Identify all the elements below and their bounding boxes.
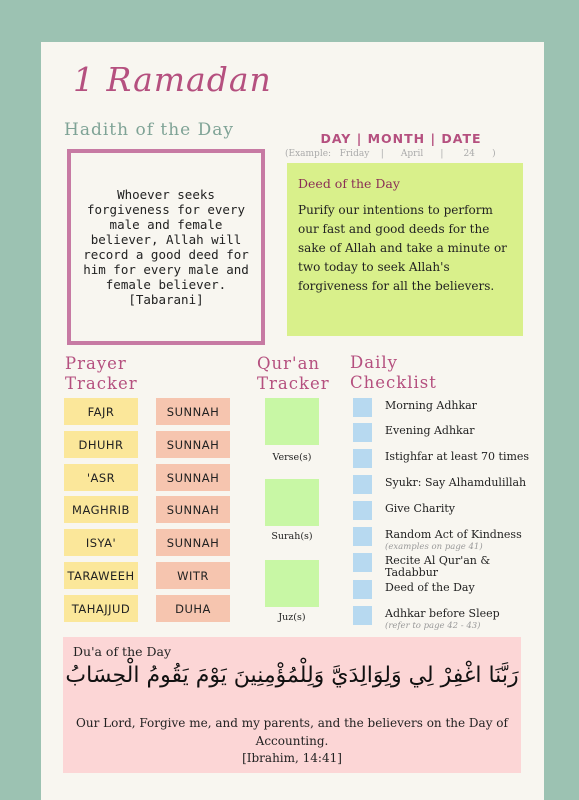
checklist-item-label: Istighfar at least 70 times [385, 450, 530, 463]
checklist-item-label: Adhkar before Sleep [385, 607, 500, 620]
prayer-maghrib-box[interactable]: MAGHRIB [64, 496, 138, 523]
quran-heading-line1: Qur'an [257, 354, 321, 373]
extra-prayer-sunnah-box[interactable]: SUNNAH [156, 464, 230, 491]
deed-box [287, 163, 523, 336]
checklist-checkbox[interactable] [353, 580, 372, 599]
quran-heading-line2: Tracker [257, 374, 330, 393]
hadith-text: Whoever seeks forgiveness for every male and female believer, Allah will record a good deed for him for every male and female believer. [Tabarani] [83, 187, 249, 307]
dua-reference: [Ibrahim, 14:41] [242, 751, 342, 765]
dua-title: Du'a of the Day [73, 644, 172, 659]
prayer-isya-box[interactable]: ISYA' [64, 529, 138, 556]
checklist-checkbox[interactable] [353, 475, 372, 494]
page-title: 1 Ramadan [73, 60, 272, 99]
deed-title: Deed of the Day [298, 176, 400, 191]
surah-label: Surah(s) [271, 531, 313, 542]
prayer-tahajjud-box[interactable]: TAHAJJUD [64, 595, 138, 622]
checklist-item-label: Deed of the Day [385, 581, 475, 594]
planner-page [41, 42, 544, 800]
checklist-heading [350, 353, 437, 393]
checklist-checkbox[interactable] [353, 527, 372, 546]
checklist-item-note: (refer to page 42 - 43) [385, 621, 481, 631]
checklist-item-note: (examples on page 41) [385, 542, 483, 552]
date-example: (Example: Friday | April | 24 ) [285, 149, 496, 159]
verse-label: Verse(s) [272, 452, 312, 463]
hadith-box [67, 149, 265, 345]
prayer-taraweeh-box[interactable]: TARAWEEH [64, 562, 138, 589]
dua-translation: Our Lord, Forgive me, and my parents, and the believers on the Day of Accounting. [76, 716, 508, 748]
dua-arabic: رَبَّنَا اغْفِرْ لِي وَلِوَالِدَيَّ وَلِلْمُؤْمِنِينَ يَوْمَ يَقُومُ الْحِسَابُ [65, 663, 519, 688]
checklist-checkbox[interactable] [353, 606, 372, 625]
checklist-checkbox[interactable] [353, 553, 372, 572]
surah-tracker-box[interactable] [265, 479, 319, 526]
extra-prayer-sunnah-box[interactable]: SUNNAH [156, 529, 230, 556]
checklist-checkbox[interactable] [353, 501, 372, 520]
prayer-dhuhr-box[interactable]: DHUHR [64, 431, 138, 458]
checklist-item-label: Give Charity [385, 502, 455, 515]
checklist-item-label: Syukr: Say Alhamdulillah [385, 476, 527, 489]
date-heading: DAY | MONTH | DATE [320, 131, 482, 146]
prayer-tracker-heading [65, 354, 138, 394]
quran-tracker-heading [257, 354, 330, 394]
juz-label: Juz(s) [278, 612, 306, 623]
checklist-heading-line2: Checklist [350, 373, 437, 392]
checklist-checkbox[interactable] [353, 398, 372, 417]
checklist-item-label: Morning Adhkar [385, 399, 477, 412]
extra-prayer-sunnah-box[interactable]: SUNNAH [156, 431, 230, 458]
checklist-checkbox[interactable] [353, 423, 372, 442]
checklist-heading-line1: Daily [350, 353, 398, 372]
checklist-item-label: Random Act of Kindness [385, 528, 522, 541]
checklist-checkbox[interactable] [353, 449, 372, 468]
extra-prayer-witr-box[interactable]: WITR [156, 562, 230, 589]
verse-tracker-box[interactable] [265, 398, 319, 445]
extra-prayer-sunnah-box[interactable]: SUNNAH [156, 398, 230, 425]
extra-prayer-duha-box[interactable]: DUHA [156, 595, 230, 622]
deed-text: Purify our intentions to perform our fast and good deeds for the sake of Allah and take a minute or two today to seek Allah's forgiveness for all the believers. [298, 203, 507, 293]
extra-prayer-sunnah-box[interactable]: SUNNAH [156, 496, 230, 523]
dua-box [63, 637, 521, 773]
prayer-asr-box[interactable]: 'ASR [64, 464, 138, 491]
prayer-heading-line1: Prayer [65, 354, 127, 373]
juz-tracker-box[interactable] [265, 560, 319, 607]
prayer-heading-line2: Tracker [65, 374, 138, 393]
prayer-fajr-box[interactable]: FAJR [64, 398, 138, 425]
hadith-heading: Hadith of the Day [64, 120, 235, 140]
checklist-item-label: Evening Adhkar [385, 424, 475, 437]
checklist-item-label: Recite Al Qur'an & Tadabbur [385, 554, 491, 579]
